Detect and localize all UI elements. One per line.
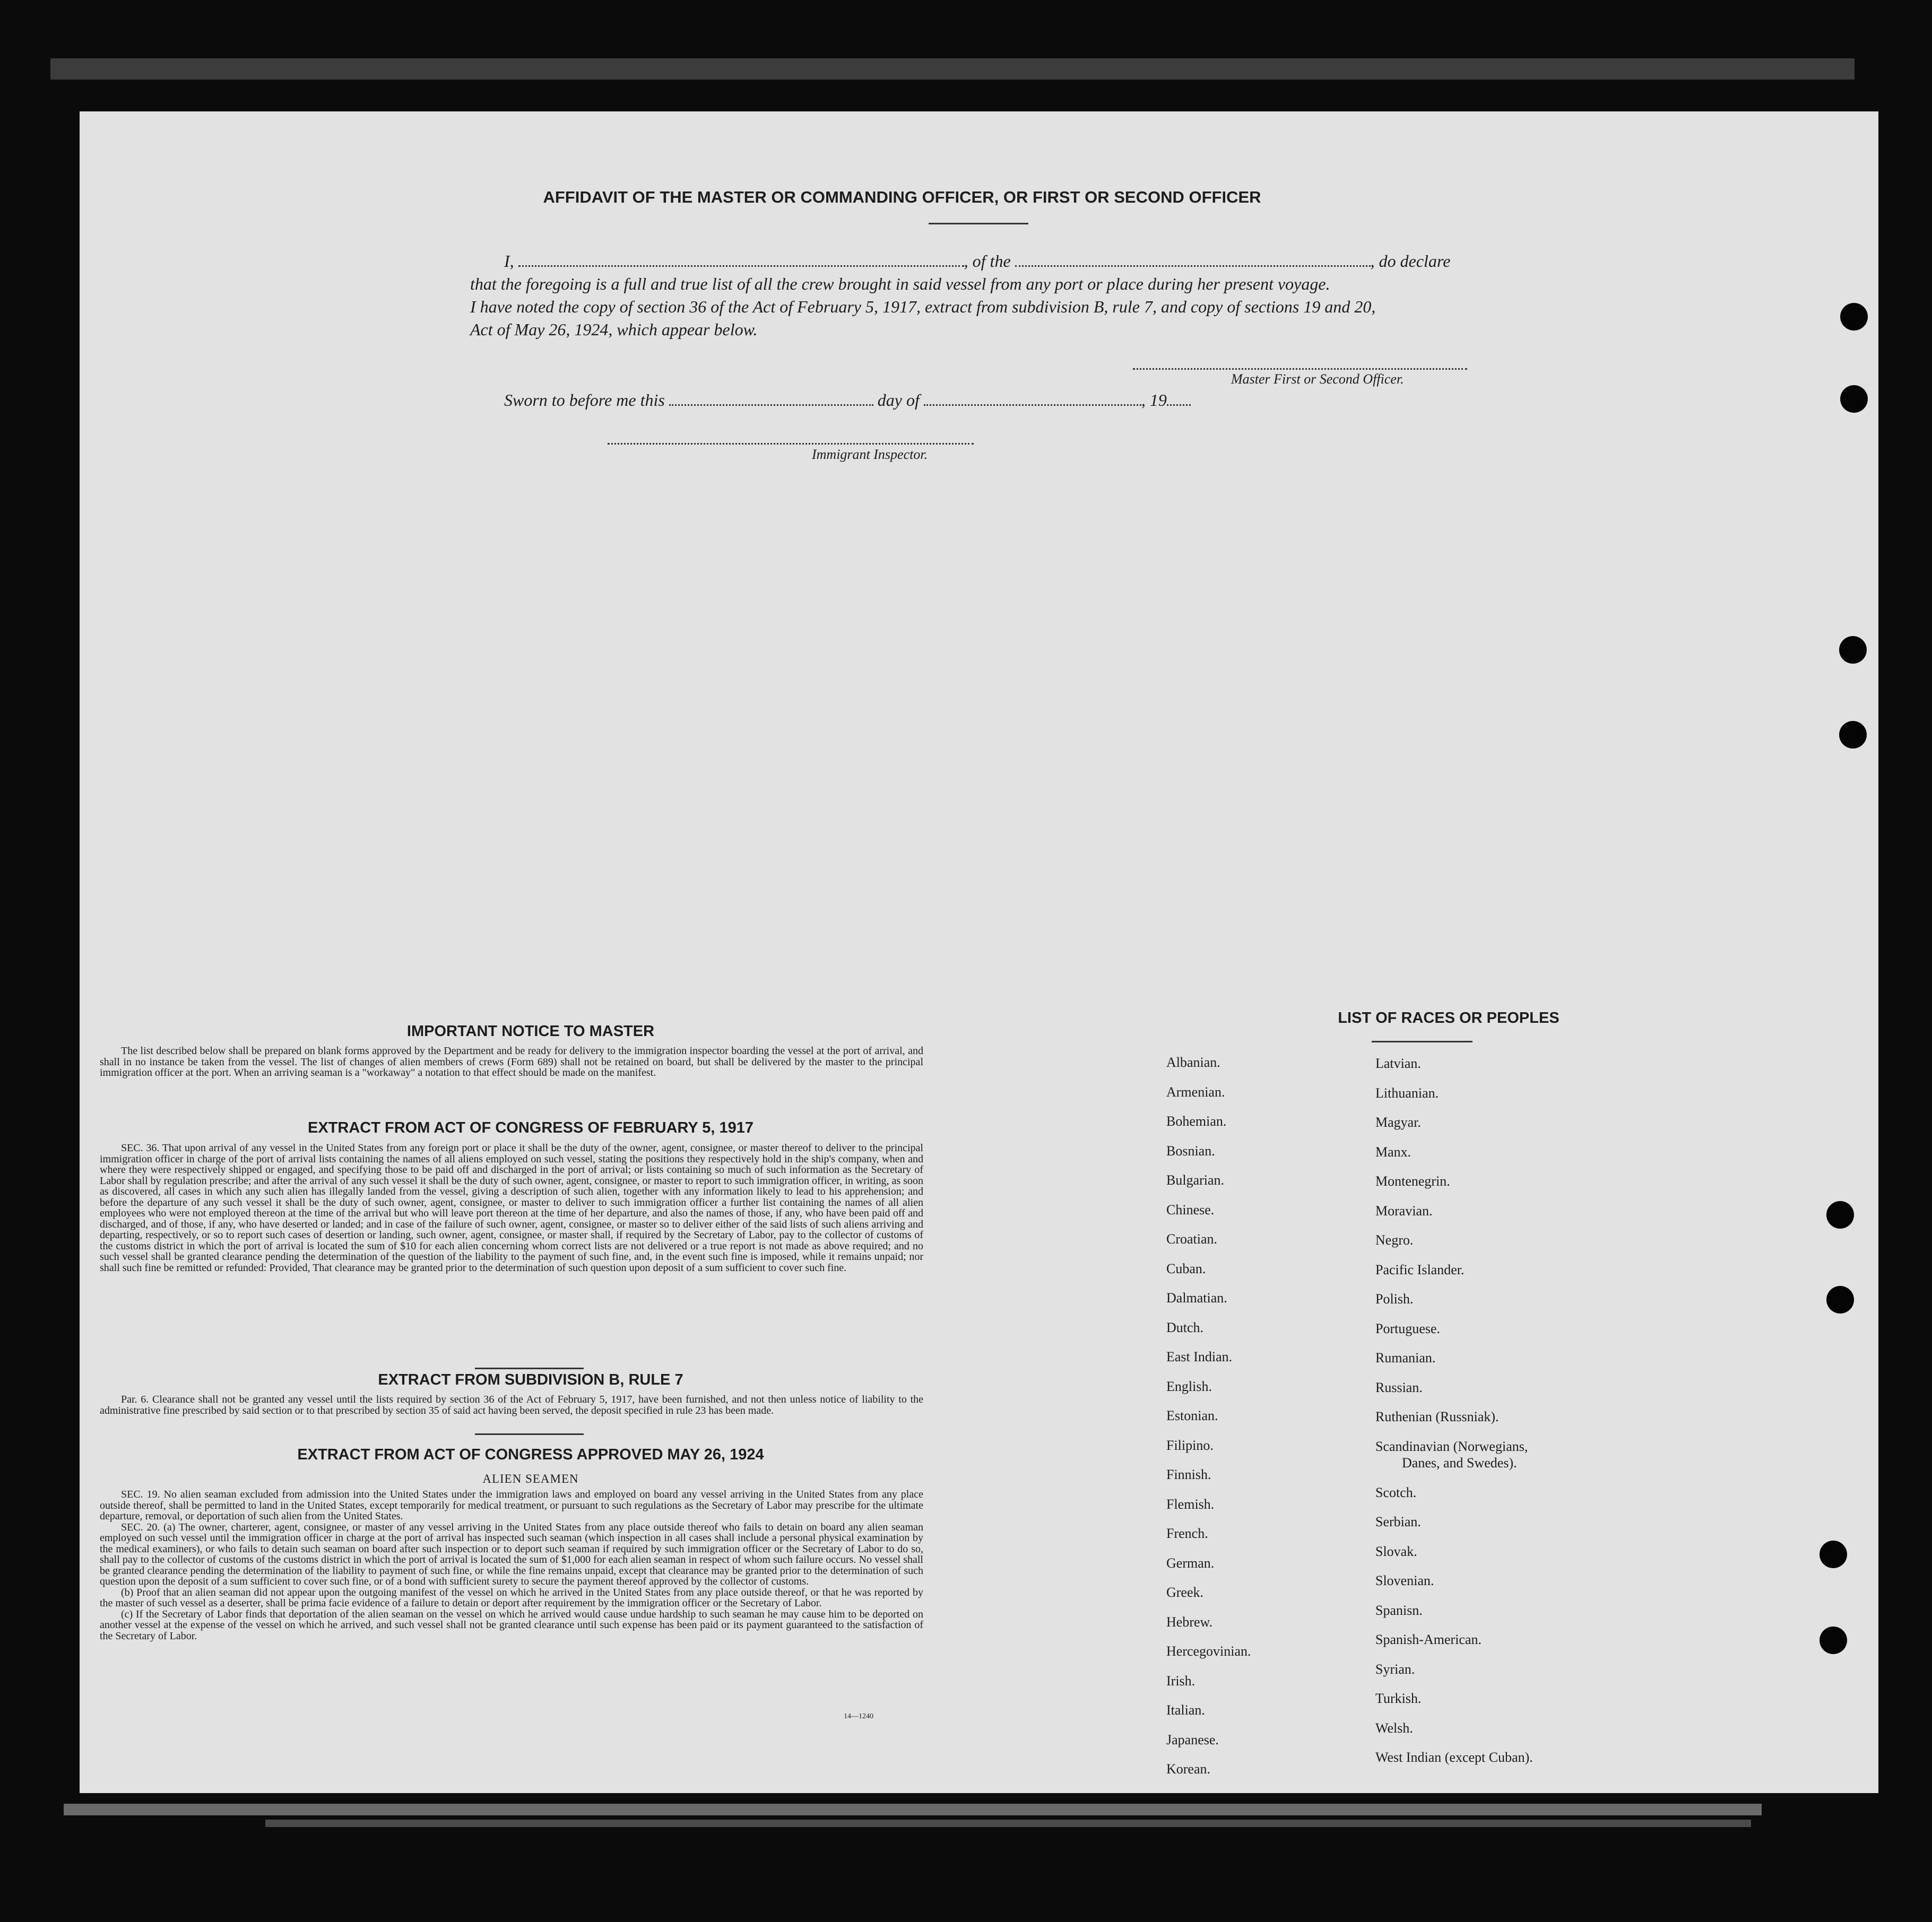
affidavit-i: I, [504,251,514,271]
extract-1917-text [100,1143,923,1273]
alien-seamen-subtitle: ALIEN SEAMEN [482,1472,579,1485]
extract-rule7-text [100,1394,923,1416]
race-item: Scandinavian (Norwegians, [1375,1438,1528,1454]
race-item: Negro. [1375,1232,1414,1248]
inspector-signature-label: Immigrant Inspector. [812,447,928,462]
day-of-text: day of [877,390,920,410]
notice-text [100,1046,923,1079]
race-item: Filipino. [1166,1437,1214,1453]
year-prefix: , 19 [1141,390,1167,410]
race-item: Moravian. [1375,1203,1433,1219]
race-item: Dutch. [1166,1319,1204,1335]
race-item: Hercegovinian. [1166,1643,1251,1659]
affidavit-line1 [504,250,1571,272]
binder-hole [1826,1201,1854,1229]
race-item: Portuguese. [1375,1320,1441,1336]
notice-title: IMPORTANT NOTICE TO MASTER [406,1023,655,1040]
master-signature-line[interactable] [1133,368,1467,370]
sworn-year-field[interactable] [1167,401,1191,406]
sec-36-paragraph: SEC. 36. That upon arrival of any vessel in the United States from any foreign port or place it shall be the duty of the owner, agent, consignee, or master thereof to deliver to the principal immigration officer in charge of the port of arrival lists containing the names of all aliens employed on such vessel, stating the positions they respectively hold in the ship's company, when and where they were respectively shipped or engaged, and specifying those to be paid off and discharged in the port of arrival; or lists containing so much of such information as the Secretary of Labor shall by regulation prescribe; and after the arrival of any such vessel it shall be the duty of such owner, agent, consignee, or master to report to such immigration officer, in writing, as soon as discovered, all cases in which any such alien has illegally landed from the vessel, giving a description of such alien, together with any information likely to lead to his apprehension; and before the departure of any such vessel it shall be the duty of such owner, agent, consignee, or master to deliver to such immigration officer a further list containing the names of all alien employees who were not employed thereon at the time of the arrival but who will leave port thereon at the time of her departure, and also the names of those, if any, who have been paid off and discharged, and of those, if any, who have deserted or landed; and in case of the failure of such owner, agent, consignee, or master so to deliver either of the said lists of such aliens arriving and departing, respectively, or so to report such cases of desertion or landing, such owner, agent, consignee, or master shall, if required by the Secretary of Labor, pay to the collector of customs of the customs district in which the port of arrival is located the sum of $10 for each alien concerning whom correct lists are not delivered or a true report is not made as above required; and no such vessel shall be granted clearance pending the determination of the question of the liability to the payment of such fine, and, in the event such fine is imposed, while it remains unpaid; nor shall such fine be remitted or refunded: Provided, That clearance may be granted prior to the determination of such question upon deposit of a sum sufficient to cover such fine. [100,1142,923,1274]
name-field[interactable] [518,262,964,267]
affidavit-title: AFFIDAVIT OF THE MASTER OR COMMANDING OFFICER, OR FIRST OR SECOND OFFICER [543,188,1261,206]
affidavit-declare: , do declare [1370,251,1451,271]
race-item: Syrian. [1375,1661,1415,1677]
notice-paragraph: The list described below shall be prepared on blank forms approved by the Department and be ready for delivery to the immigration inspector boarding the vessel at the port of arrival, and shall in no instance be taken from the vessel. The list of changes of alien members of crews (Form 689) shall not be retained on board, but shall be delivered by the master to the principal immigration officer at the port. When an arriving seaman is a "workaway" a notation to that effect should be made on the manifest. [100,1045,923,1079]
vessel-field[interactable] [1015,262,1371,267]
underlying-page-edge [50,58,1855,80]
race-item: Korean. [1166,1761,1211,1777]
race-item: Scotch. [1375,1484,1417,1500]
affidavit-line4: Act of May 26, 1924, which appear below. [470,320,758,339]
race-item: Lithuanian. [1375,1085,1439,1101]
sec-20b-paragraph: (b) Proof that an alien seaman did not appear upon the outgoing manifest of the vessel on which he arrived in the United States from any place outside thereof, or that he was reported by the master of such vessel as a deserter, shall be prima facie evidence of a failure to detain or deport after requirement by the immigration officer or the Secretary of Labor. [100,1586,923,1609]
race-item: Dalmatian. [1166,1290,1227,1306]
race-item: Russian. [1375,1379,1423,1395]
race-item: West Indian (except Cuban). [1375,1750,1533,1765]
race-item: English. [1166,1378,1212,1394]
extract-1917-title: EXTRACT FROM ACT OF CONGRESS OF FEBRUARY 5, 1917 [307,1119,754,1136]
race-item: Bohemian. [1166,1114,1227,1129]
races-title: LIST OF RACES OR PEOPLES [1338,1010,1560,1027]
race-item: Flemish. [1166,1496,1215,1512]
affidavit-line3: I have noted the copy of section 36 of the Act of February 5, 1917, extract from subdivision B, rule 7, and copy of sections 19 and 20, [470,297,1376,316]
races-column-2 [1375,1056,1533,1779]
race-item: Rumanian. [1375,1350,1436,1366]
extract-1924-text [100,1489,923,1641]
sworn-month-field[interactable] [924,401,1141,406]
race-item: Irish. [1166,1673,1195,1689]
race-item: Polish. [1375,1291,1414,1307]
underlying-page-edge [265,1820,1751,1827]
race-item: Ruthenian (Russniak). [1375,1409,1499,1424]
race-item: Manx. [1375,1144,1411,1160]
title-rule [929,223,1028,224]
master-signature-label: Master First or Second Officer. [1231,371,1404,387]
race-item: Bulgarian. [1166,1172,1225,1188]
sec-20a-paragraph: SEC. 20. (a) The owner, charterer, agent, consignee, or master of any vessel arriving in the United States from any place outside thereof who fails to detain on board any alien seaman employed on such vessel until the immigration officer in charge at the port of arrival has inspected such seaman (which inspection in all cases shall include a personal physical examination by the medical examiners), or who fails to detain such seaman on board after such inspection or to deport such seaman if required by such immigration officer or the Secretary of Labor to do so, shall pay to the collector of customs of the customs district in which the port of arrival is located the sum of $1,000 for each alien seaman in respect of whom such failure occurs. No vessel shall be granted clearance pending the determination of the liability to payment of such fine, or while the fine remains unpaid, except that clearance may be granted prior to the determination of such question upon the deposit of a sum sufficient to cover such fine, or of a bond with sufficient surety to secure the payment thereof approved by the collector of customs. [100,1521,923,1587]
form-number: 14—1240 [844,1712,873,1720]
affidavit-of-the: , of the [964,251,1011,271]
races-column-1 [1166,1055,1251,1791]
race-item: Turkish. [1375,1691,1422,1706]
race-item: Slovenian. [1375,1573,1434,1588]
affidavit-line2: that the foregoing is a full and true list of all the crew brought in said vessel from any port or place during her present voyage. [470,274,1330,293]
binder-hole [1826,1286,1854,1314]
race-item: Hebrew. [1166,1614,1213,1630]
divider-rule [475,1368,584,1369]
race-item: Armenian. [1166,1084,1225,1100]
race-item: Latvian. [1375,1056,1421,1071]
binder-hole [1839,636,1867,664]
race-item: Italian. [1166,1702,1205,1718]
binder-hole [1840,303,1868,331]
races-title-rule [1372,1041,1472,1042]
underlying-page-edge [64,1804,1762,1815]
inspector-signature-line[interactable] [608,443,974,445]
race-item: Welsh. [1375,1720,1413,1736]
race-item: Magyar. [1375,1115,1421,1130]
race-item: Cuban. [1166,1260,1206,1276]
race-item: Spanish-American. [1375,1632,1482,1647]
document-page [80,111,1878,1793]
race-item: German. [1166,1555,1215,1571]
sworn-text: Sworn to before me this [504,390,665,410]
race-item: Chinese. [1166,1202,1215,1217]
par-6-paragraph: Par. 6. Clearance shall not be granted any vessel until the lists required by section 36 of the Act of February 5, 1917, have been furnished, and not then unless notice of liability to the administrative fine prescribed by said section or to that prescribed by section 35 of said act having been served, the deposit specified in rule 23 has been made. [100,1394,923,1416]
race-item: Estonian. [1166,1408,1218,1423]
race-item: Montenegrin. [1375,1173,1450,1189]
binder-hole [1820,1541,1847,1568]
sworn-line [504,389,1191,411]
race-item: Finnish. [1166,1467,1211,1482]
race-item: Bosnian. [1166,1143,1215,1159]
race-item: Croatian. [1166,1231,1218,1247]
race-item: Spanisn. [1375,1602,1423,1618]
sworn-day-field[interactable] [669,401,873,406]
race-item: French. [1166,1526,1208,1541]
race-item: Pacific Islander. [1375,1262,1465,1277]
race-item: Albanian. [1166,1055,1220,1070]
sec-20c-paragraph: (c) If the Secretary of Labor finds that deportation of the alien seaman on the vessel on which he arrived would cause undue hardship to such seaman he may cause him to be deported on another vessel at the expense of the vessel on which he arrived, and such vessel shall not be granted clearance until such expense has been paid or its payment guaranteed to the satisfaction of the Secretary of Labor. [100,1608,923,1642]
extract-rule7-title: EXTRACT FROM SUBDIVISION B, RULE 7 [378,1371,683,1388]
race-item: Greek. [1166,1585,1204,1600]
sec-19-paragraph: SEC. 19. No alien seaman excluded from admission into the United States under the immigration laws and employed on board any vessel arriving in the United States from any place outside thereof, shall be permitted to land in the United States, except temporarily for medical treatment, or pursuant to such regulations as the Secretary of Labor may prescribe for the ultimate departure, removal, or deportation of such alien from the United States. [100,1489,923,1522]
race-item: Danes, and Swedes). [1402,1455,1517,1471]
divider-rule [475,1433,584,1435]
race-item: Japanese. [1166,1732,1219,1747]
binder-hole [1839,721,1867,749]
race-item: Slovak. [1375,1543,1417,1559]
extract-1924-title: EXTRACT FROM ACT OF CONGRESS APPROVED MAY 26, 1924 [297,1446,764,1463]
binder-hole [1820,1627,1847,1654]
race-item: Serbian. [1375,1514,1421,1529]
race-item: East Indian. [1166,1349,1233,1364]
binder-hole [1840,385,1868,413]
